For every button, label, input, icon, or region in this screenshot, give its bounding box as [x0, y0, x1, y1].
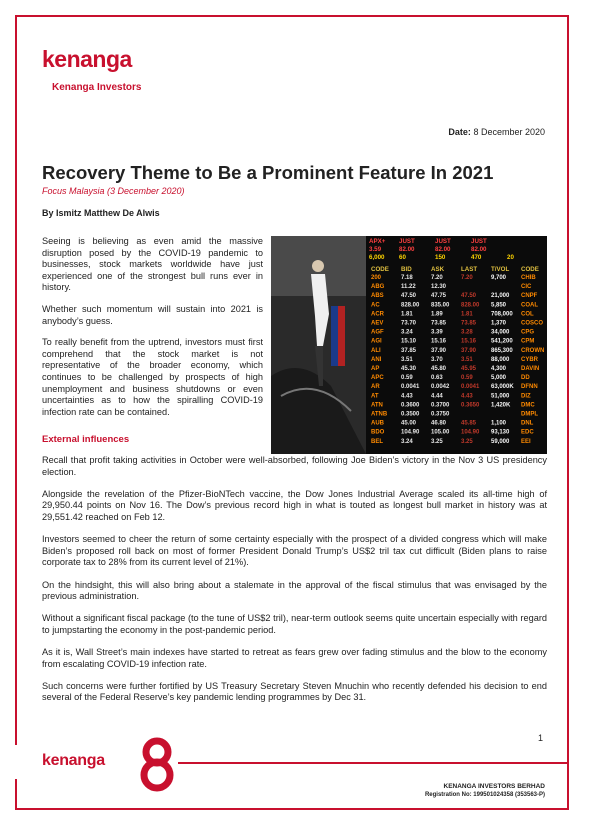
board-header: BID — [401, 266, 412, 273]
article-title: Recovery Theme to Be a Prominent Feature In 2021 — [42, 162, 494, 183]
board-cell: 45.00 — [401, 420, 417, 427]
intro-paragraph: Seeing is believing as even amid the massive disruption posed by the COVID-19 pandemic to businesses, stock markets worldwide have just experienced one of the strongest bull runs ever in history. — [42, 236, 263, 293]
board-cell: 1,420K — [491, 402, 511, 409]
board-cell: 3.25 — [461, 438, 473, 445]
board-cell: DIZ — [521, 393, 531, 400]
board-cell: 3.25 — [431, 438, 443, 445]
board-cell: 73.85 — [461, 320, 477, 327]
board-cell: 73.85 — [431, 320, 447, 327]
board-ticker-code: 200 — [371, 275, 382, 281]
article-byline: By Ismitz Matthew De Alwis — [42, 208, 160, 218]
board-ticker-code: ATN — [371, 402, 383, 409]
board-top-cell: 470 — [471, 254, 482, 261]
board-cell: 37.90 — [461, 347, 477, 354]
board-cell: 4,300 — [491, 366, 507, 372]
article-source: Focus Malaysia (3 December 2020) — [42, 186, 185, 196]
board-cell: CIC — [521, 284, 532, 291]
board-cell: 0.3650 — [461, 402, 480, 409]
intro-paragraph: Whether such momentum will sustain into 2021 is anybody’s guess. — [42, 303, 263, 326]
board-cell: 3.51 — [401, 356, 413, 363]
body-paragraph: Investors seemed to cheer the return of some certainty especially with the prospect of a divided congress which will make Biden’s proposed roll back on most of former President Donald Trump’s US$2 tril tax cut difficult (Biden plans to raise corporate tax to 28% from its current level of 21%). — [42, 534, 547, 568]
board-cell: 45.95 — [461, 366, 477, 372]
board-cell: 45.80 — [431, 366, 447, 372]
board-cell: 0.0041 — [401, 384, 420, 391]
board-cell: 47.75 — [431, 293, 447, 300]
board-ticker-code: AC — [371, 302, 380, 309]
body-paragraph: Such concerns were further fortified by US Treasury Secretary Steven Mnuchin who recently defended his decision to end several of the Federal Reserve’s key pandemic lending programmes by Dec 31. — [42, 680, 547, 703]
board-cell: 835.00 — [431, 302, 450, 309]
board-cell: CHIB — [521, 275, 536, 281]
board-cell: 5,000 — [491, 375, 507, 382]
stock-board-image — [271, 236, 547, 454]
board-cell: 15.10 — [401, 338, 417, 345]
board-cell: DMPL — [521, 411, 538, 418]
board-cell: 73.70 — [401, 320, 417, 327]
board-cell: 0.0041 — [461, 384, 480, 391]
body-paragraph: Alongside the revelation of the Pfizer-BioNTech vaccine, the Dow Jones Industrial Average scaled its all-time high of 29,950.44 points on Nov 16. The Dow’s previous record high in what is touted as longest bull market in history was at 29,551.42 reached on Feb 12. — [42, 488, 547, 522]
registration-number: Registration No: 199501024358 (353563-P) — [424, 792, 545, 798]
board-cell: 15.16 — [431, 338, 447, 345]
board-cell: 865,300 — [491, 347, 513, 354]
intro-paragraph: To really benefit from the uptrend, investors must first comprehend that the stock market is not representative of the broader economy, which continues to be challenged by prospects of high unemployment and business shutdowns or even uncertainties as to how the spiralling COVID-19 infection rate can be contained. — [42, 337, 263, 417]
board-ticker-code: AGF — [371, 329, 384, 336]
board-cell: DMC — [521, 402, 535, 409]
document-date — [448, 127, 545, 137]
body-paragraph: On the hindsight, this will also bring about a stalemate in the approval of the fiscal stimulus that was envisaged by the previous administration. — [42, 579, 547, 602]
board-cell: CPM — [521, 338, 535, 345]
board-cell: 3.39 — [431, 329, 443, 336]
board-cell: EEI — [521, 438, 531, 445]
board-cell: 45.85 — [461, 420, 477, 427]
board-cell: DAVIN — [521, 366, 540, 372]
board-header: ASK — [431, 266, 445, 273]
board-cell: 37.85 — [401, 347, 417, 354]
board-cell: 11.22 — [401, 284, 416, 291]
board-top-cell: 82.00 — [471, 246, 487, 253]
board-top-cell: 20 — [507, 254, 514, 261]
board-cell: 0.3500 — [401, 411, 420, 418]
board-cell: 1.81 — [401, 311, 413, 318]
board-top-cell: 3.59 — [369, 246, 382, 253]
board-cell: COSCO — [521, 320, 544, 327]
article-body — [42, 455, 547, 715]
board-cell: 0.59 — [401, 375, 413, 382]
board-cell: CROWN — [521, 347, 545, 354]
board-cell: 34,000 — [491, 329, 510, 336]
board-header: T/VOL — [491, 266, 510, 273]
board-cell: 3.28 — [461, 329, 473, 336]
board-cell: 828.00 — [401, 302, 420, 309]
sub-brand: Kenanga Investors — [52, 82, 142, 93]
board-cell: 4.43 — [401, 393, 413, 400]
board-cell: 0.59 — [461, 375, 473, 382]
board-cell: 51,000 — [491, 393, 510, 400]
body-paragraph: Without a significant fiscal package (to the tune of US$2 tril), near-term outlook seems quite uncertain especially with regard to jumpstarting the economy in the post-pandemic period. — [42, 613, 547, 635]
board-cell: 1,370 — [491, 320, 507, 327]
board-ticker-code: AGI — [371, 338, 382, 345]
board-cell: 93,130 — [491, 429, 510, 436]
board-cell: 1,100 — [491, 420, 507, 427]
board-cell: 3.51 — [461, 356, 473, 363]
board-cell: 7.18 — [401, 275, 413, 281]
board-ticker-code: BEL — [371, 438, 383, 445]
board-cell: 88,000 — [491, 356, 510, 363]
board-cell: 7.20 — [431, 275, 443, 281]
board-ticker-code: BDO — [371, 429, 385, 436]
board-cell: EDC — [521, 429, 534, 436]
body-paragraph: As it is, Wall Street’s main indexes have started to retreat as fears grew over fading stimulus and the blow to the economy from escalating COVID-19 infection rate. — [42, 647, 547, 669]
date-label: Date: — [448, 127, 471, 137]
board-header: CODE — [521, 266, 539, 273]
board-cell: 708,000 — [491, 311, 513, 318]
board-cell: 0.3750 — [431, 411, 450, 418]
board-ticker-code: ABG — [371, 284, 385, 291]
board-cell: 47.50 — [401, 293, 417, 300]
board-cell: 104.90 — [461, 429, 480, 436]
board-cell: CPG — [521, 329, 535, 336]
board-cell: COL — [521, 311, 534, 318]
board-cell: 0.3600 — [401, 402, 420, 409]
board-top-cell: APX+ — [369, 238, 386, 245]
board-cell: 47.50 — [461, 293, 477, 300]
board-cell: 3.70 — [431, 356, 443, 363]
board-ticker-code: AT — [371, 393, 379, 400]
board-ticker-code: AR — [371, 384, 380, 391]
board-cell: COAL — [521, 302, 538, 309]
board-cell: 12.30 — [431, 284, 447, 291]
board-ticker-code: AEV — [371, 320, 384, 327]
board-ticker-code: AUB — [371, 420, 384, 427]
board-cell: 0.63 — [431, 375, 443, 382]
board-top-cell: 82.00 — [399, 246, 415, 253]
board-cell: 1.89 — [431, 311, 443, 318]
board-ticker-code: AP — [371, 366, 380, 372]
board-ticker-code: ABS — [371, 293, 384, 300]
board-header: LAST — [461, 266, 478, 273]
board-header: CODE — [371, 266, 389, 273]
board-top-cell: 82.00 — [435, 246, 451, 253]
board-cell: 3.24 — [401, 438, 413, 445]
board-cell: DD — [521, 375, 530, 382]
board-cell: 4.43 — [461, 393, 473, 400]
page-number: 1 — [538, 733, 544, 743]
board-cell: 5,850 — [491, 302, 507, 309]
board-cell: 9,700 — [491, 275, 507, 281]
stock-board-photo — [271, 236, 547, 454]
board-cell: 1.81 — [461, 311, 473, 318]
board-cell: 45.30 — [401, 366, 417, 372]
board-cell: 828.00 — [461, 302, 480, 309]
board-cell: 15.16 — [461, 338, 477, 345]
board-cell: 21,000 — [491, 293, 510, 300]
board-cell: 4.44 — [431, 393, 443, 400]
board-cell: 0.0042 — [431, 384, 450, 391]
company-name: KENANGA INVESTORS BERHAD — [443, 783, 545, 790]
board-cell: DFNN — [521, 384, 538, 391]
date-value: 8 December 2020 — [473, 127, 545, 137]
board-cell: 59,000 — [491, 438, 510, 445]
board-cell: 46.80 — [431, 420, 447, 427]
board-cell: 0.3700 — [431, 402, 450, 409]
board-cell: 104.90 — [401, 429, 420, 436]
board-cell: 3.24 — [401, 329, 413, 336]
board-cell: 105.00 — [431, 429, 450, 436]
board-top-cell: 150 — [435, 254, 446, 261]
kenanga-logo: kenanga — [42, 46, 132, 72]
board-top-cell: JUST — [435, 238, 451, 245]
board-top-cell: 60 — [399, 254, 406, 261]
board-ticker-code: ACR — [371, 311, 384, 318]
kenanga-eight-icon — [137, 736, 177, 792]
section-heading: External influences — [42, 434, 130, 445]
board-ticker-code: APC — [371, 375, 384, 382]
board-cell: CYBR — [521, 356, 539, 363]
board-top-cell: 6,000 — [369, 254, 385, 261]
body-paragraph: Recall that profit taking activities in October were well-absorbed, following Joe Biden’s victory in the Nov 3 US presidency election. — [42, 455, 547, 477]
board-cell: CNPF — [521, 293, 538, 300]
board-cell: 7.20 — [461, 275, 473, 281]
footer-logo: kenanga — [42, 752, 105, 769]
board-top-cell: JUST — [471, 238, 487, 245]
board-top-cell: JUST — [399, 238, 415, 245]
board-cell: 541,200 — [491, 338, 513, 345]
board-ticker-code: ATNB — [371, 411, 388, 418]
board-cell: 63,000K — [491, 384, 514, 391]
intro-column — [42, 236, 263, 428]
board-ticker-code: ANI — [371, 356, 382, 363]
board-ticker-code: ALI — [371, 347, 381, 354]
board-cell: 37.90 — [431, 347, 447, 354]
board-cell: DNL — [521, 420, 534, 427]
